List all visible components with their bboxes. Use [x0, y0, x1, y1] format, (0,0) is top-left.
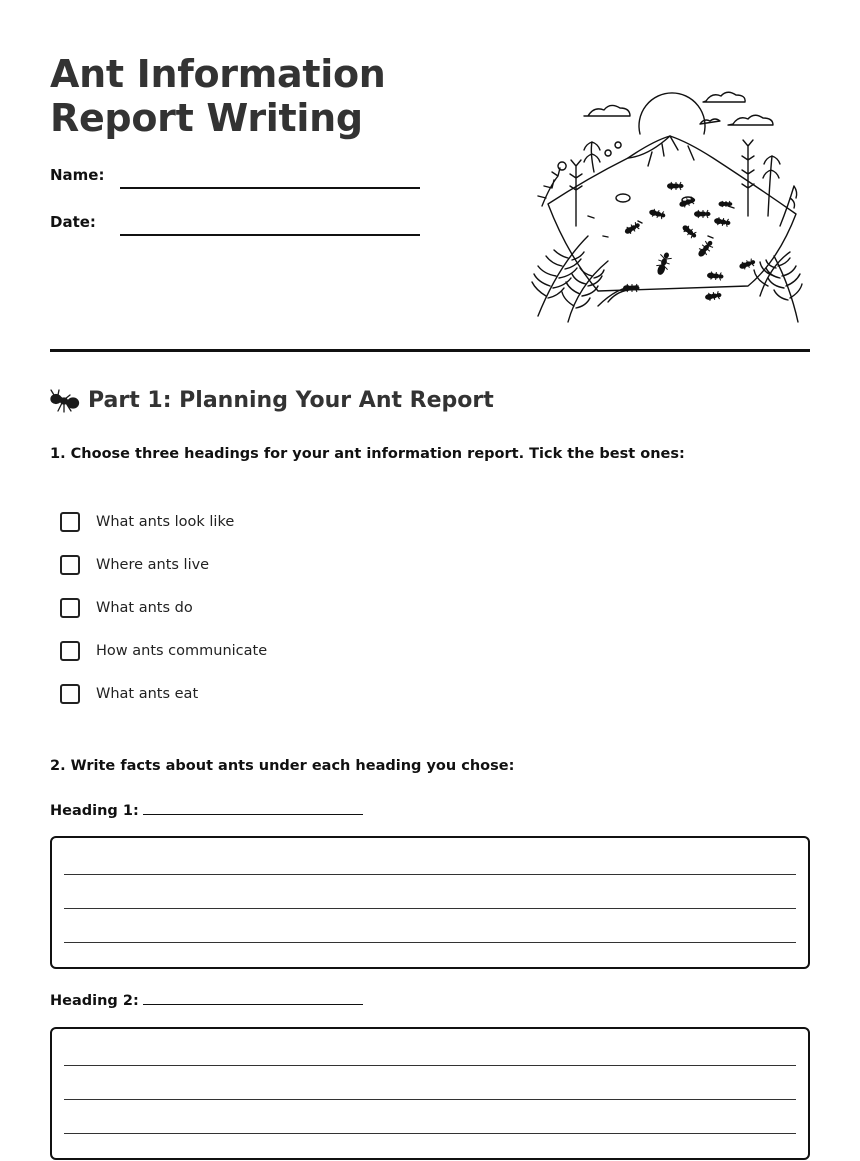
heading-2-label: Heading 2:	[50, 993, 139, 1009]
writing-line	[64, 1099, 796, 1100]
writing-line	[64, 942, 796, 943]
question-1: 1. Choose three headings for your ant information report. Tick the best ones:	[50, 446, 685, 462]
heading-1-input[interactable]	[143, 800, 363, 815]
heading-1-writing-box[interactable]	[50, 836, 810, 969]
option-label: What ants look like	[96, 514, 235, 530]
heading-2-row	[50, 990, 363, 1009]
worksheet-title: Ant Information Report Writing	[50, 52, 386, 140]
writing-line	[64, 1065, 796, 1066]
writing-line	[64, 908, 796, 909]
heading-2-writing-box[interactable]	[50, 1027, 810, 1160]
anthill-illustration	[528, 86, 810, 324]
option-checkbox[interactable]	[60, 512, 80, 532]
writing-line	[64, 1133, 796, 1134]
option-label: Where ants live	[96, 557, 210, 573]
option-checkbox[interactable]	[60, 684, 80, 704]
option-row[interactable]	[60, 552, 209, 578]
heading-1-label: Heading 1:	[50, 803, 139, 819]
ant-icon	[50, 389, 80, 413]
option-checkbox[interactable]	[60, 555, 80, 575]
question-2: 2. Write facts about ants under each heading you chose:	[50, 758, 515, 774]
heading-1-row	[50, 800, 363, 819]
option-checkbox[interactable]	[60, 641, 80, 661]
option-row[interactable]	[60, 595, 193, 621]
heading-2-input[interactable]	[143, 990, 363, 1005]
option-checkbox[interactable]	[60, 598, 80, 618]
date-label: Date:	[50, 213, 96, 231]
option-row[interactable]	[60, 681, 198, 707]
section-divider	[50, 349, 810, 352]
writing-line	[64, 874, 796, 875]
option-row[interactable]	[60, 638, 267, 664]
option-label: What ants eat	[96, 686, 199, 702]
part1-title	[50, 388, 494, 413]
name-label: Name:	[50, 166, 105, 184]
name-field[interactable]	[120, 187, 420, 189]
option-label: How ants communicate	[96, 643, 268, 659]
option-label: What ants do	[96, 600, 193, 616]
part1-title-text: Part 1: Planning Your Ant Report	[88, 388, 494, 413]
option-row[interactable]	[60, 509, 234, 535]
date-field[interactable]	[120, 234, 420, 236]
